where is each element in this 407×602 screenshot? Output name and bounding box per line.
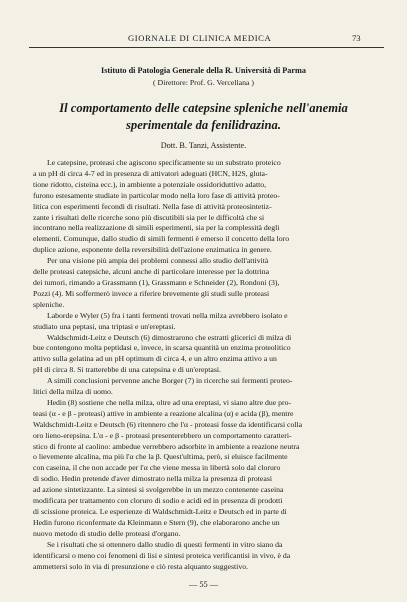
article-body	[33, 158, 381, 572]
body-line: di sodio. Hedin pretende d'aver dimostrato nella milza la presenza di proteasi	[33, 474, 272, 484]
body-line: delle proteasi catepsiche, alcuni anche di particolare interesse per la dottrina	[33, 267, 270, 277]
body-line: Per una visione più ampia dei problemi connessi allo studio dell'attività	[47, 256, 269, 266]
author-byline: Dott. B. Tanzi, Assistente.	[160, 141, 247, 150]
body-line: stico di fronte al caolino: ambedue verrebbero adsorbite in ambiente a reazione neutra	[33, 441, 300, 451]
body-line: identificarsi o meno coi fenomeni di lisi e sintesi proteica verificantisi in vivo, è da	[33, 550, 291, 560]
body-line: A simili conclusioni pervenne anche Borger (7) in ricerche sui fermenti proteo-	[47, 376, 293, 386]
page-folio: — 55 —	[188, 580, 219, 589]
body-line: ad azione sintetizzante. La sintesi si svolgerebbe in un mezzo contenente caseina	[33, 485, 284, 495]
body-line: zante i risultati delle ricerche sono più discutibili sia per le difficoltà che si	[33, 212, 265, 222]
body-line: o lievemente alcalina, ma più l'α che la β. Quest'ultima, però, si eluisce facilmente	[33, 452, 288, 462]
article-title	[20, 100, 387, 134]
body-line: Pozzi (4). Mi soffermerò invece a riferire brevemente gli studi sulle proteasi	[33, 288, 270, 298]
body-line: con caseina, il che non accade per l'α che viene messa in libertà solo dal cloruro	[33, 463, 281, 473]
article-title-line-2: sperimentale da fenilidrazina.	[126, 118, 281, 132]
article-title-line-1: Il comportamento delle catepsine spleniche nell'anemia	[59, 101, 348, 115]
institute-name: Istituto di Patologia Generale della R. Università di Parma	[101, 66, 306, 75]
body-line: teasi (α - e β - proteasi) attive in ambiente a reazione alcalina (α) e acida (β), mentre	[33, 408, 294, 418]
body-line: a un pH di circa 4-7 ed in presenza di attivatori adeguati (HCN, H2S, gluta-	[33, 168, 268, 178]
page-number: 73	[352, 33, 361, 43]
body-line: ammettersi solo in via di presunzione e ciò resta alquanto suggestivo.	[33, 561, 249, 571]
header-rule	[29, 47, 384, 48]
body-line: nuovo metodo di studio delle proteasi d'organo.	[33, 528, 181, 538]
body-line: furono estesamente studiate in particolar modo nella loro fase di attività proteo-	[33, 190, 280, 200]
body-line: Waldschmidt-Leitz e Deutsch (6) ritennero che l'α - proteasi fosse da identificarsi colla	[33, 419, 303, 429]
body-line: di scissione proteica. Le esperienze di Waldschmidt-Leitz e Deutsch ed in parte di	[33, 507, 287, 516]
body-line: elementi. Comunque, dallo studio di simili fermenti è emerso il concetto della loro	[33, 234, 290, 244]
body-line: duplice azione, esponente della reversibilità dell'azione enzimatica in genere.	[33, 245, 272, 255]
running-title: GIORNALE DI CLINICA MEDICA	[128, 33, 272, 43]
body-line: spleniche.	[33, 299, 65, 309]
body-line: dei tumori, rimando a Grassmann (1), Grassmann e Schneider (2), Rondoni (3),	[33, 277, 280, 287]
body-line: oro lieno-erepsina. L'α - e β - proteasi presenterebbero un comportamento caratteri-	[33, 430, 292, 440]
body-line: Se i risultati che si ottennero dallo studio di questi fermenti in vitro siano da	[47, 539, 283, 549]
body-line: Laborde e Wyler (5) fra i tanti fermenti trovati nella milza avrebbero isolato e	[47, 310, 288, 320]
body-line: incontrano nella realizzazione di simili esperimenti, sia per la complessità degli	[33, 223, 280, 233]
institute-director: ( Direttore: Prof. G. Vercellana )	[153, 78, 254, 87]
body-line: Le catepsine, proteasi che agiscono specificamente su un substrato proteico	[47, 158, 281, 167]
body-line: litica con esperimenti fecondi di risultati. Nella fase di attività proteosintetiz-	[33, 201, 272, 211]
body-line: modificata per trattamento con cloruro di sodio e acidi ed in presenza di prodotti	[33, 496, 283, 506]
body-line: studiato una peptasi, una triptasi e un'ereptasi.	[33, 321, 176, 331]
body-line: Hedin furono riconfermate da Kleinmann e Stern (9), che elaborarono anche un	[33, 517, 280, 527]
body-line: Hedin (8) sostiene che nella milza, oltre ad una ereptasi, vi siano altre due pro-	[47, 397, 292, 407]
body-line: attivo sulla gelatina ad un pH optimum di circa 4, e un altro enzima attivo a un	[33, 354, 277, 364]
body-line: pH di circa 8. Si tratterebbe di una catepsina e di un'ereptasi.	[33, 365, 221, 375]
body-line: bue contengono molta peptidasi e, invece, in scarsa quantità un enzima proteolitico	[33, 343, 291, 353]
body-line: Waldschmidt-Leitz e Deutsch (6) dimostrarono che estratti glicerici di milza di	[47, 332, 292, 342]
body-line: litici della milza di uomo.	[33, 387, 113, 397]
running-header	[0, 33, 407, 45]
body-line: tione ridotto, cisteina ecc.), in ambiente a potenziale ossidoriduttivo adatto,	[33, 179, 267, 189]
